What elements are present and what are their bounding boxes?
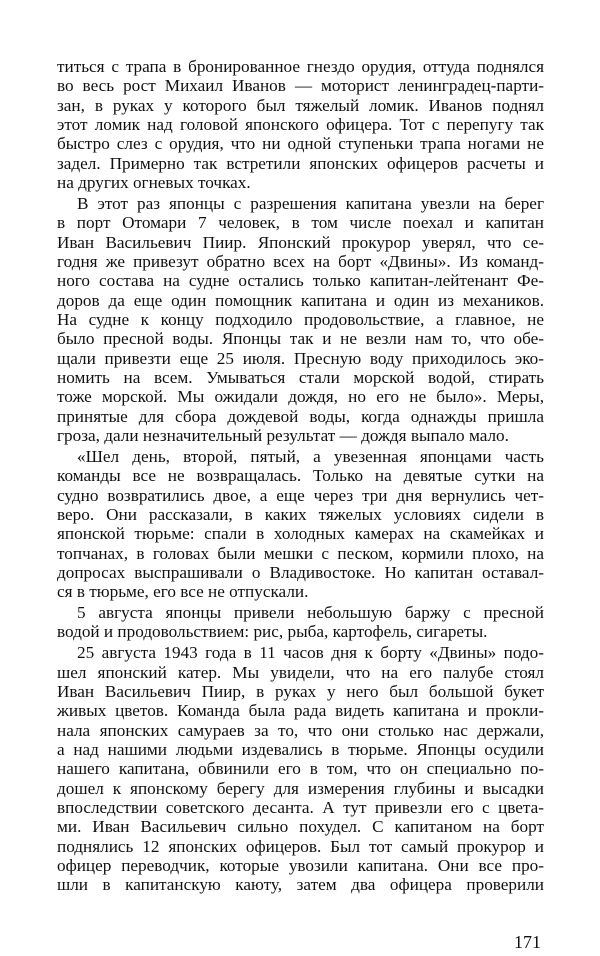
text-line: Иван Васильевич Пиир. Японский прокурор уверял, что се- xyxy=(57,232,544,252)
text-line: тоже морской. Мы ожидали дождя, но его не было». Меры, xyxy=(57,387,544,407)
text-line: допросах выспрашивали о Владивостоке. Но капитан оставал- xyxy=(57,562,544,582)
text-line: быстро слез с орудия, что ни одной ступеньки трапа ногами не xyxy=(57,134,544,154)
text-line: годня же привезут обратно всех на борт «Двины». Из команд- xyxy=(57,251,544,271)
text-line: нала японских самураев за то, что они столько нас держали, xyxy=(57,720,544,740)
text-line: титься с трапа в бронированное гнездо орудия, оттуда поднялся xyxy=(57,57,544,76)
text-line: принятые для сбора дождевой воды, когда однажды пришла xyxy=(57,406,544,426)
text-line: Иван Васильевич Пиир, в руках у него был большой букет xyxy=(57,682,544,701)
text-line: щали привезти еще 25 июля. Пресную воду приходилось эко- xyxy=(57,348,544,368)
text-line: шли в капитанскую каюту, затем два офицера проверили xyxy=(57,875,544,895)
text-line: В этот раз японцы с разрешения капитана увезли на берег xyxy=(77,193,544,213)
text-line: офицер переводчик, которые увозили капитана. Они все про- xyxy=(57,856,544,876)
text-line: а над нашими людьми издевались в тюрьме. Японцы осудили xyxy=(57,740,544,760)
text-line: дошел к японскому берегу для измерения глубины и высадки xyxy=(57,778,544,798)
paragraph xyxy=(57,57,544,192)
page-number: 171 xyxy=(514,932,541,952)
page-text xyxy=(57,57,544,896)
text-line: шел японский катер. Мы увидели, что на его палубе стоял xyxy=(57,662,544,682)
text-line: «Шел день, второй, пятый, а увезенная японцами часть xyxy=(77,446,544,466)
text-line: во весь рост Михаил Иванов — моторист ленинградец-парти- xyxy=(57,76,544,96)
text-line: На судне к концу подходило продовольствие, а главное, не xyxy=(57,309,544,329)
text-line: 25 августа 1943 года в 11 часов дня к борту «Двины» подо- xyxy=(77,643,544,663)
paragraph xyxy=(57,194,544,445)
text-line: задел. Примерно так встретили японских офицеров расчеты и xyxy=(57,153,544,173)
text-line: зан, в руках у которого был тяжелый ломик. Иванов поднял xyxy=(57,95,544,115)
paragraph xyxy=(57,603,544,642)
text-line: на других огневых точках. xyxy=(57,173,251,193)
text-line: команды все не возвращалась. Только на девятые сутки на xyxy=(57,466,544,486)
paragraph xyxy=(57,447,544,602)
paragraph xyxy=(57,643,544,894)
text-line: поднялись 12 японских офицеров. Был тот самый прокурор и xyxy=(57,836,544,856)
text-line: номить на всем. Умываться стали морской водой, стирать xyxy=(57,368,544,387)
text-line: ного состава на судне остались только капитан-лейтенант Фе- xyxy=(57,271,544,291)
text-line: веро. Они рассказали, в каких тяжелых условиях сидели в xyxy=(57,504,544,524)
text-line: живых цветов. Команда была рада видеть капитана и прокли- xyxy=(57,701,544,721)
text-line: гроза, дали незначительный результат — дождя выпало мало. xyxy=(57,426,509,446)
text-line: японской тюрьме: спали в холодных камерах на скамейках и xyxy=(57,524,544,544)
text-line: в порт Отомари 7 человек, в том числе поехал и капитан xyxy=(57,213,544,233)
text-line: было пресной воды. Японцы так и не везли нам то, что обе- xyxy=(57,329,544,349)
text-line: ся в тюрьме, его все не отпускали. xyxy=(57,582,309,602)
text-line: впоследствии советского десанта. А тут привезли его с цвета- xyxy=(57,798,544,818)
text-line: 5 августа японцы привели небольшую баржу с пресной xyxy=(77,603,544,623)
text-line: топчанах, в головах были мешки с песком, кормили плохо, на xyxy=(57,543,544,563)
text-line: судно возвратились двое, а еще через три дня вернулись чет- xyxy=(57,485,544,505)
text-line: нашего капитана, обвинили его в том, что он специально по- xyxy=(57,759,544,779)
text-line: доров да еще один помощник капитана и один из механиков. xyxy=(57,290,544,310)
text-line: ми. Иван Васильевич сильно похудел. С капитаном на борт xyxy=(57,817,544,837)
text-line: водой и продовольствием: рис, рыба, картофель, сигареты. xyxy=(57,622,488,642)
text-line: этот ломик над головой японского офицера. Тот с перепугу так xyxy=(57,115,544,135)
